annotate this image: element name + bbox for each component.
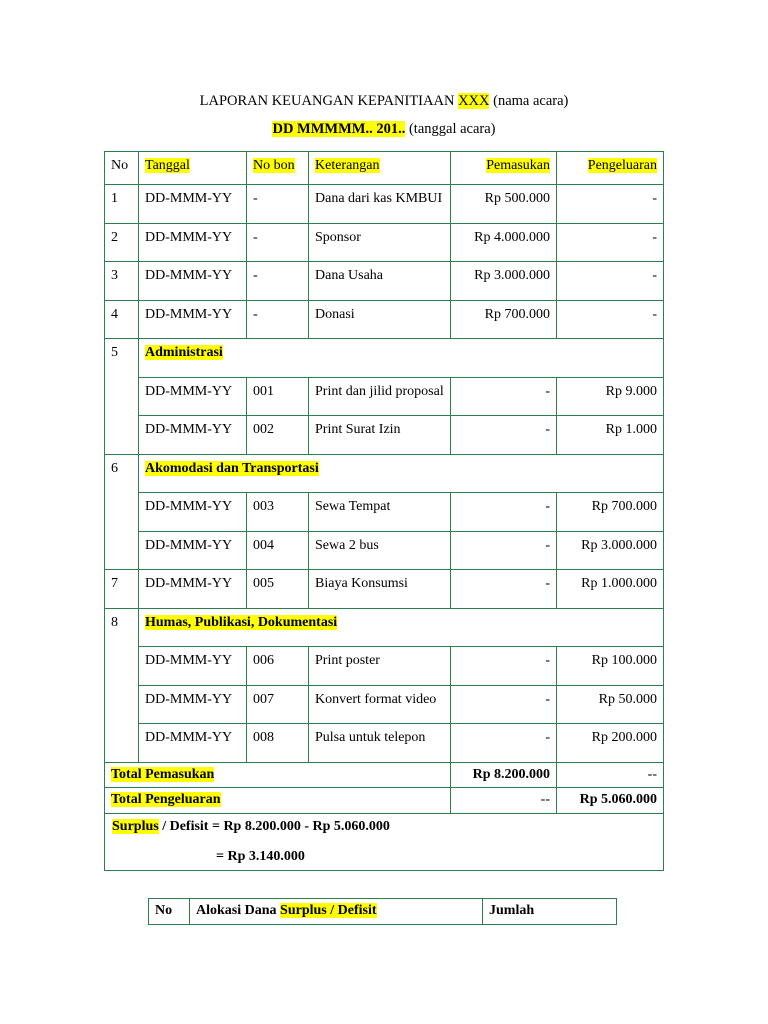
allocation-table bbox=[148, 898, 617, 925]
table-row: DD-MMM-YY 003 Sewa Tempat - Rp 700.000 bbox=[105, 493, 664, 532]
group-title: Akomodasi dan Transportasi bbox=[139, 455, 664, 493]
group-title: Administrasi bbox=[139, 339, 664, 378]
header-no: No bbox=[105, 152, 139, 185]
financial-table bbox=[104, 151, 664, 871]
table-row: 7 DD-MMM-YY 005 Biaya Konsumsi - Rp 1.000.000 bbox=[105, 570, 664, 609]
table-row: 1 DD-MMM-YY - Dana dari kas KMBUI Rp 500.000 - bbox=[105, 185, 664, 224]
event-date-note: (tanggal acara) bbox=[405, 121, 496, 137]
surplus-result: = Rp 3.140.000 bbox=[216, 849, 305, 864]
event-name-placeholder: XXX bbox=[458, 93, 490, 109]
table-header bbox=[105, 152, 664, 185]
surplus-formula: Surplus / Defisit = Rp 8.200.000 - Rp 5.060.000 bbox=[112, 819, 390, 834]
total-expense-value: Rp 5.060.000 bbox=[557, 788, 664, 814]
group-header-humas: 8 Humas, Publikasi, Dokumentasi bbox=[105, 609, 664, 647]
group-header-administrasi: 5 Administrasi bbox=[105, 339, 664, 378]
table-row: DD-MMM-YY 004 Sewa 2 bus - Rp 3.000.000 bbox=[105, 532, 664, 570]
event-name-note: (nama acara) bbox=[489, 93, 569, 109]
table-row: DD-MMM-YY 006 Print poster - Rp 100.000 bbox=[105, 647, 664, 686]
header-expense: Pengeluaran bbox=[557, 152, 664, 185]
table-row: 4 DD-MMM-YY - Donasi Rp 700.000 - bbox=[105, 301, 664, 339]
surplus-summary bbox=[105, 814, 664, 871]
table-row: DD-MMM-YY 008 Pulsa untuk telepon - Rp 200.000 bbox=[105, 724, 664, 763]
report-date bbox=[0, 121, 768, 138]
report-title-main: LAPORAN KEUANGAN KEPANITIAAN bbox=[199, 93, 459, 109]
event-date-placeholder: DD MMMMM.. 201.. bbox=[272, 121, 406, 137]
header-income: Pemasukan bbox=[451, 152, 557, 185]
header-date: Tanggal bbox=[139, 152, 247, 185]
alloc-header-allocation: Alokasi Dana Surplus / Defisit bbox=[190, 899, 483, 924]
group-title: Humas, Publikasi, Dokumentasi bbox=[139, 609, 664, 647]
total-income-row: Total Pemasukan Rp 8.200.000 -- bbox=[105, 763, 664, 788]
total-expense-row: Total Pengeluaran -- Rp 5.060.000 bbox=[105, 788, 664, 814]
group-header-akomodasi: 6 Akomodasi dan Transportasi bbox=[105, 455, 664, 493]
table-row: 3 DD-MMM-YY - Dana Usaha Rp 3.000.000 - bbox=[105, 262, 664, 301]
table-row: DD-MMM-YY 002 Print Surat Izin - Rp 1.000 bbox=[105, 416, 664, 455]
table-row: DD-MMM-YY 007 Konvert format video - Rp 50.000 bbox=[105, 686, 664, 724]
total-expense-label: Total Pengeluaran bbox=[105, 788, 451, 814]
table-row: 2 DD-MMM-YY - Sponsor Rp 4.000.000 - bbox=[105, 224, 664, 262]
report-title bbox=[0, 93, 768, 110]
total-income-value: Rp 8.200.000 bbox=[451, 763, 557, 788]
alloc-header-amount: Jumlah bbox=[489, 903, 535, 918]
alloc-header-no: No bbox=[149, 899, 190, 924]
table-row: DD-MMM-YY 001 Print dan jilid proposal - Rp 9.000 bbox=[105, 378, 664, 416]
total-income-label: Total Pemasukan bbox=[105, 763, 451, 788]
header-bon: No bon bbox=[247, 152, 309, 185]
header-desc: Keterangan bbox=[309, 152, 451, 185]
